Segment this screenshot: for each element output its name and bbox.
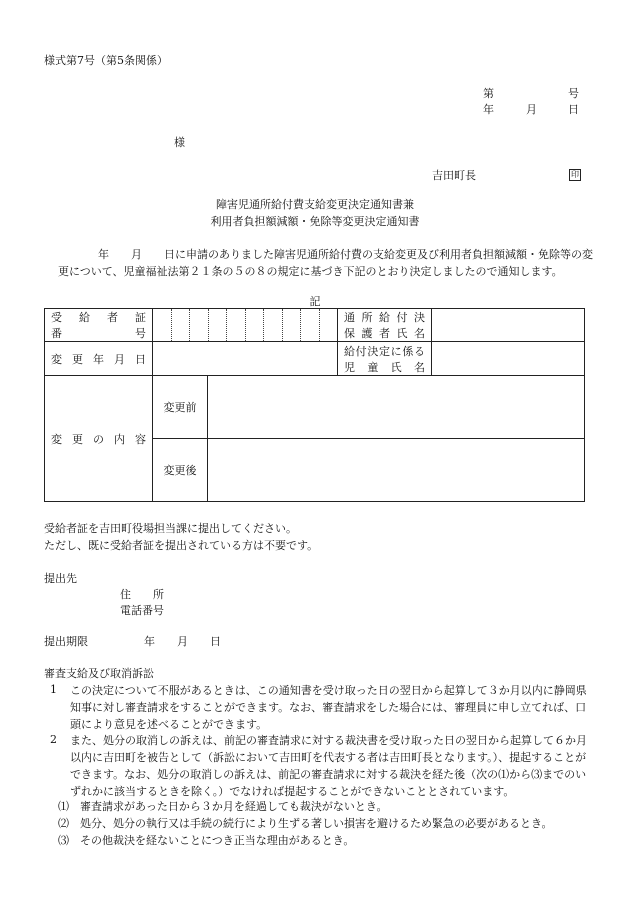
item-2-text: また、処分の取消しの訴えは、前記の審査請求に対する裁決書を受け取った日の翌日から起算して６か月以内に吉田町を被告として（訴訟において吉田町を代表する者は吉田町長となります。）、提起することができます。なお、処分の取消しの訴えは、前記の審査請求に対する裁決を経た後（次の⑴から⑶までのいずれかに該当するときを除く。）でなければ提起することができないこととされています。 [70, 734, 587, 798]
sub-item-1: ⑴ 審査請求があった日から３か月を経過しても裁決がないとき。 [58, 800, 388, 813]
item-2-number: 2 [50, 733, 57, 746]
title-line-2: 利用者負担額減額・免除等変更決定通知書 [210, 215, 420, 228]
item-1-text: この決定について不服があるときは、この通知書を受け取った日の翌日から起算して３か月以内に静岡県知事に対し審査請求をすることができます。なお、審査請求をした場合には、審理員に申し立てれば、口頭により意見を述べることができます。 [70, 684, 587, 731]
official-seal: 印 [571, 170, 579, 179]
issuer: 吉田町長 [432, 169, 476, 182]
decision-table [44, 308, 585, 502]
guardian-name-value [432, 309, 585, 342]
change-date-label: 変更年月日 [45, 342, 153, 376]
doc-no-dai: 第 [483, 87, 494, 100]
after-label: 変更後 [153, 439, 208, 502]
change-content-label: 変更の内容 [45, 376, 153, 502]
date-day: 日 [568, 103, 579, 116]
cert-number-label: 受 給 者 証 番 号 [45, 309, 153, 342]
cert-number-cells [153, 309, 338, 342]
notice-line-2: ただし、既に受給者証を提出されている方は不要です。 [44, 539, 319, 552]
child-name-label: 給付決定に係る 児 童 氏 名 [338, 342, 432, 376]
intro-line-1: 年 月 日に申請のありました障害児通所給付費の支給変更及び利用者負担額減額・免除等の変 [98, 248, 593, 261]
sub-item-2: ⑵ 処分、処分の執行又は手続の続行により生ずる著しい損害を避けるため緊急の必要があるとき。 [58, 817, 553, 830]
change-date-value [153, 342, 338, 376]
ki-heading: 記 [309, 295, 321, 308]
child-name-value [432, 342, 585, 376]
title-line-1: 障害児通所給付費支給変更決定通知書兼 [216, 198, 414, 211]
phone-label: 電話番号 [120, 604, 164, 617]
recipient-sama: 様 [174, 136, 185, 149]
form-number: 様式第7号（第5条関係） [44, 54, 168, 67]
review-title: 審査支給及び取消訴訟 [44, 667, 154, 680]
intro-line-2: 更について、児童福祉法第２１条の５の８の規定に基づき下記のとおり決定しましたので通知します。 [58, 265, 563, 278]
notice-line-1: 受給者証を吉田町役場担当課に提出してください。 [44, 522, 297, 535]
date-month: 月 [526, 103, 537, 116]
date-year: 年 [483, 103, 494, 116]
doc-no-go: 号 [568, 87, 579, 100]
deadline-label: 提出期限 [44, 635, 88, 648]
item-1-number: 1 [50, 683, 57, 696]
before-value [208, 376, 585, 439]
deadline-date: 年 月 日 [144, 635, 221, 648]
after-value [208, 439, 585, 502]
guardian-name-label: 通所給付決 保護者氏名 [338, 309, 432, 342]
sub-item-3: ⑶ その他裁決を経ないことにつき正当な理由があるとき。 [58, 834, 355, 847]
address-label: 住 所 [120, 588, 164, 601]
before-label: 変更前 [153, 376, 208, 439]
submit-to-label: 提出先 [44, 572, 77, 585]
